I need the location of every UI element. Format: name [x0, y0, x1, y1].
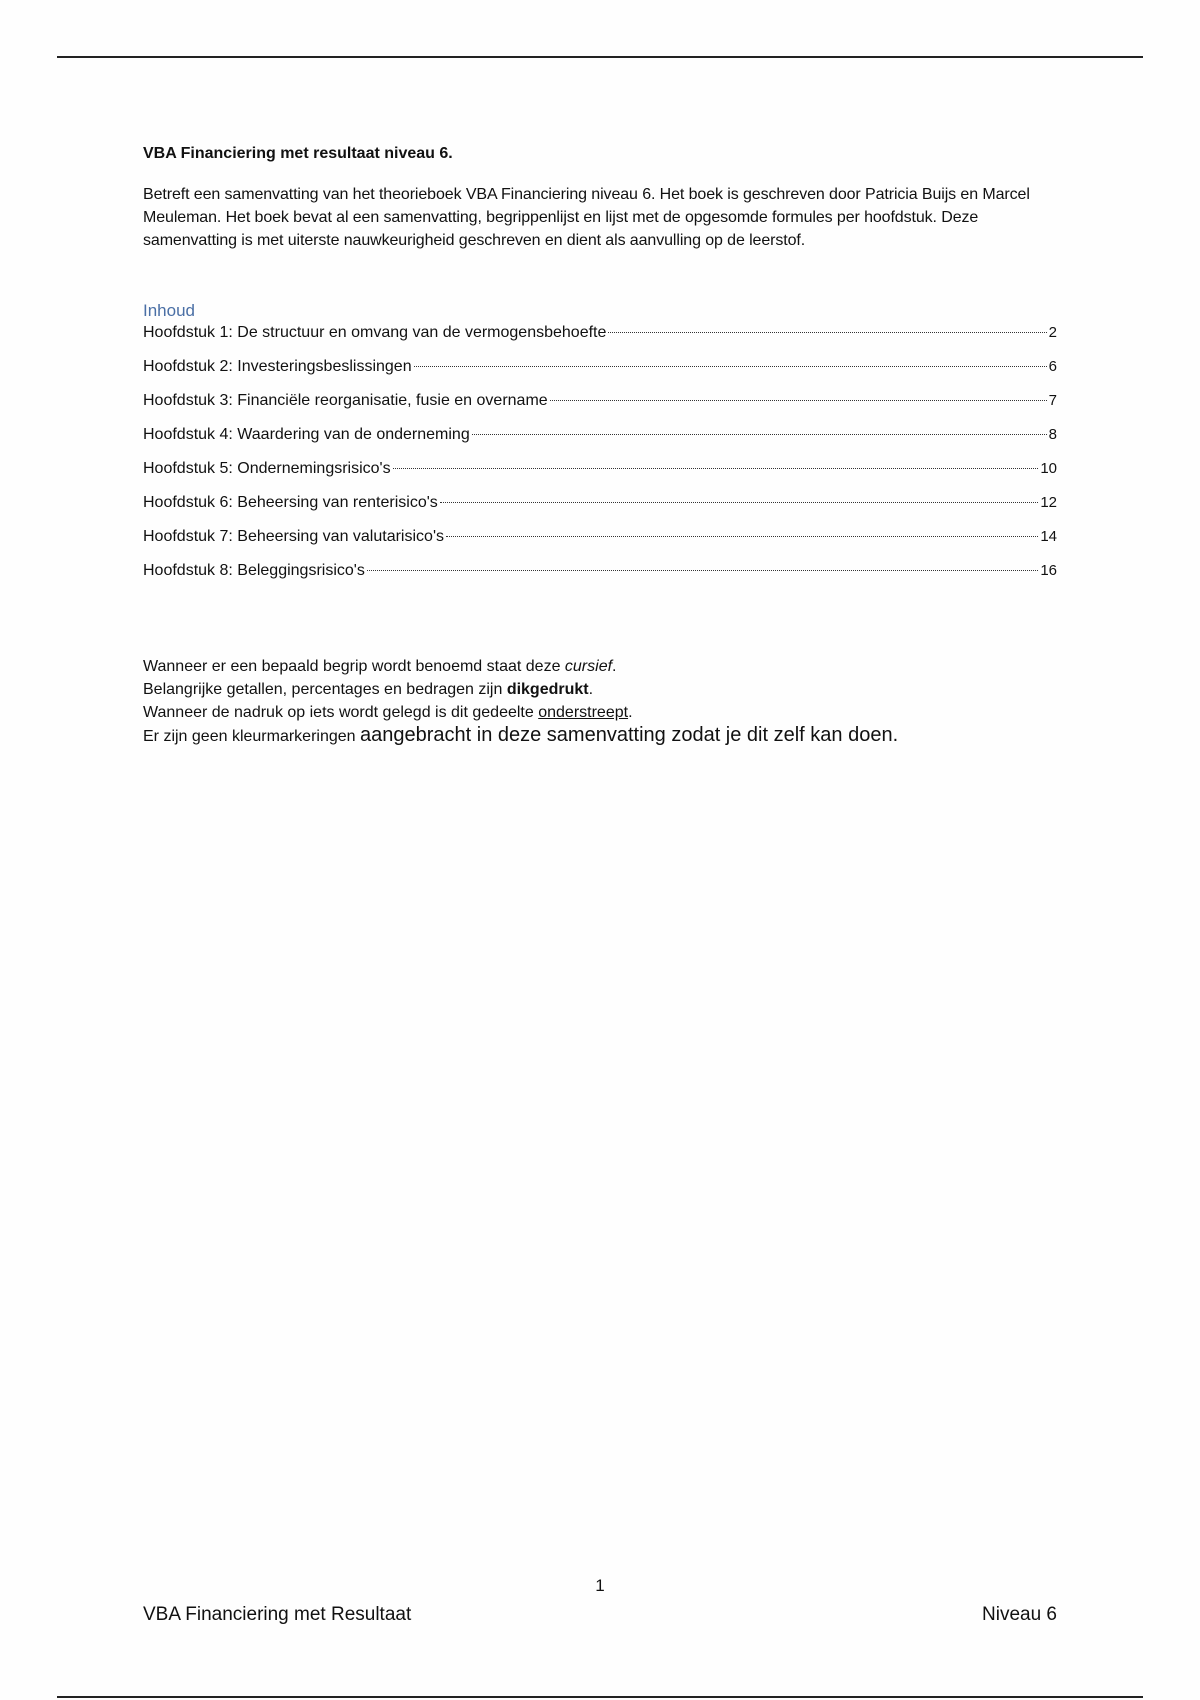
toc-entry-label: Hoofdstuk 1: De structuur en omvang van de vermogensbehoefte — [143, 324, 607, 341]
table-of-contents — [143, 323, 1057, 583]
toc-entry-label: Hoofdstuk 4: Waardering van de onderneming — [143, 426, 470, 443]
toc-entry-label: Hoofdstuk 8: Beleggingsrisico's — [143, 562, 365, 579]
page-content — [143, 144, 1057, 748]
note-text: Wanneer er een bepaald begrip wordt benoemd staat deze — [143, 658, 565, 675]
toc-leader — [472, 434, 1047, 435]
note-punct: . — [588, 681, 594, 698]
note-underline — [143, 701, 1057, 724]
note-text: Wanneer de nadruk op iets wordt gelegd is dit gedeelte — [143, 704, 539, 721]
toc-entry[interactable] — [143, 425, 1057, 459]
footer-level: Niveau 6 — [982, 1604, 1057, 1625]
toc-entry[interactable] — [143, 561, 1057, 583]
toc-entry-page: 14 — [1040, 528, 1057, 545]
toc-leader — [440, 502, 1039, 503]
note-italic-example: cursief — [564, 658, 613, 675]
toc-entry[interactable] — [143, 493, 1057, 527]
toc-entry-label: Hoofdstuk 5: Ondernemingsrisico's — [143, 460, 391, 477]
note-text-large: aangebracht in deze samenvatting zodat je dit zelf kan doen. — [360, 724, 899, 746]
note-text: Belangrijke getallen, percentages en bedragen zijn — [143, 681, 507, 698]
toc-entry-page: 8 — [1048, 426, 1057, 443]
toc-leader — [608, 332, 1046, 333]
toc-entry-page: 2 — [1048, 324, 1057, 341]
toc-entry-page: 12 — [1040, 494, 1057, 511]
toc-leader — [414, 366, 1047, 367]
toc-entry-label: Hoofdstuk 3: Financiële reorganisatie, fusie en overname — [143, 392, 548, 409]
formatting-notes — [143, 655, 1057, 748]
toc-entry-page: 10 — [1040, 460, 1057, 477]
note-text: Er zijn geen kleurmarkeringen — [143, 728, 360, 745]
toc-leader — [550, 400, 1047, 401]
toc-leader — [446, 536, 1038, 537]
intro-paragraph: Betreft een samenvatting van het theorieboek VBA Financiering niveau 6. Het boek is geschreven door Patricia Buijs en Marcel Meuleman. Het boek bevat al een samenvatting, begrippenlijst en lijst met de opgesomde formules per hoofdstuk. Deze samenvatting is met uiterste nauwkeurigheid geschreven en dient als aanvulling op de leerstof. — [143, 186, 1030, 249]
toc-entry[interactable] — [143, 323, 1057, 357]
document-title: VBA Financiering met resultaat niveau 6. — [143, 145, 453, 162]
note-punct: . — [612, 658, 617, 675]
toc-leader — [393, 468, 1039, 469]
toc-entry-page: 6 — [1048, 358, 1057, 375]
toc-entry[interactable] — [143, 527, 1057, 561]
note-italic — [143, 655, 1057, 678]
toc-entry[interactable] — [143, 459, 1057, 493]
toc-entry-label: Hoofdstuk 2: Investeringsbeslissingen — [143, 358, 412, 375]
toc-entry[interactable] — [143, 391, 1057, 425]
toc-entry-label: Hoofdstuk 7: Beheersing van valutarisico's — [143, 528, 444, 545]
note-bold-example: dikgedrukt — [506, 681, 589, 698]
toc-entry-page: 7 — [1048, 392, 1057, 409]
header-rule — [57, 56, 1143, 58]
toc-heading: Inhoud — [143, 301, 195, 320]
toc-entry-page: 16 — [1040, 562, 1057, 579]
toc-entry[interactable] — [143, 357, 1057, 391]
note-highlight — [143, 724, 1057, 748]
note-underline-example: onderstreept — [538, 704, 629, 721]
page-number: 1 — [595, 1576, 605, 1595]
toc-leader — [367, 570, 1038, 571]
footer-title: VBA Financiering met Resultaat — [143, 1604, 412, 1625]
note-punct: . — [628, 704, 633, 721]
note-bold — [143, 678, 1057, 701]
toc-entry-label: Hoofdstuk 6: Beheersing van renterisico's — [143, 494, 438, 511]
footer-rule — [57, 1696, 1143, 1698]
